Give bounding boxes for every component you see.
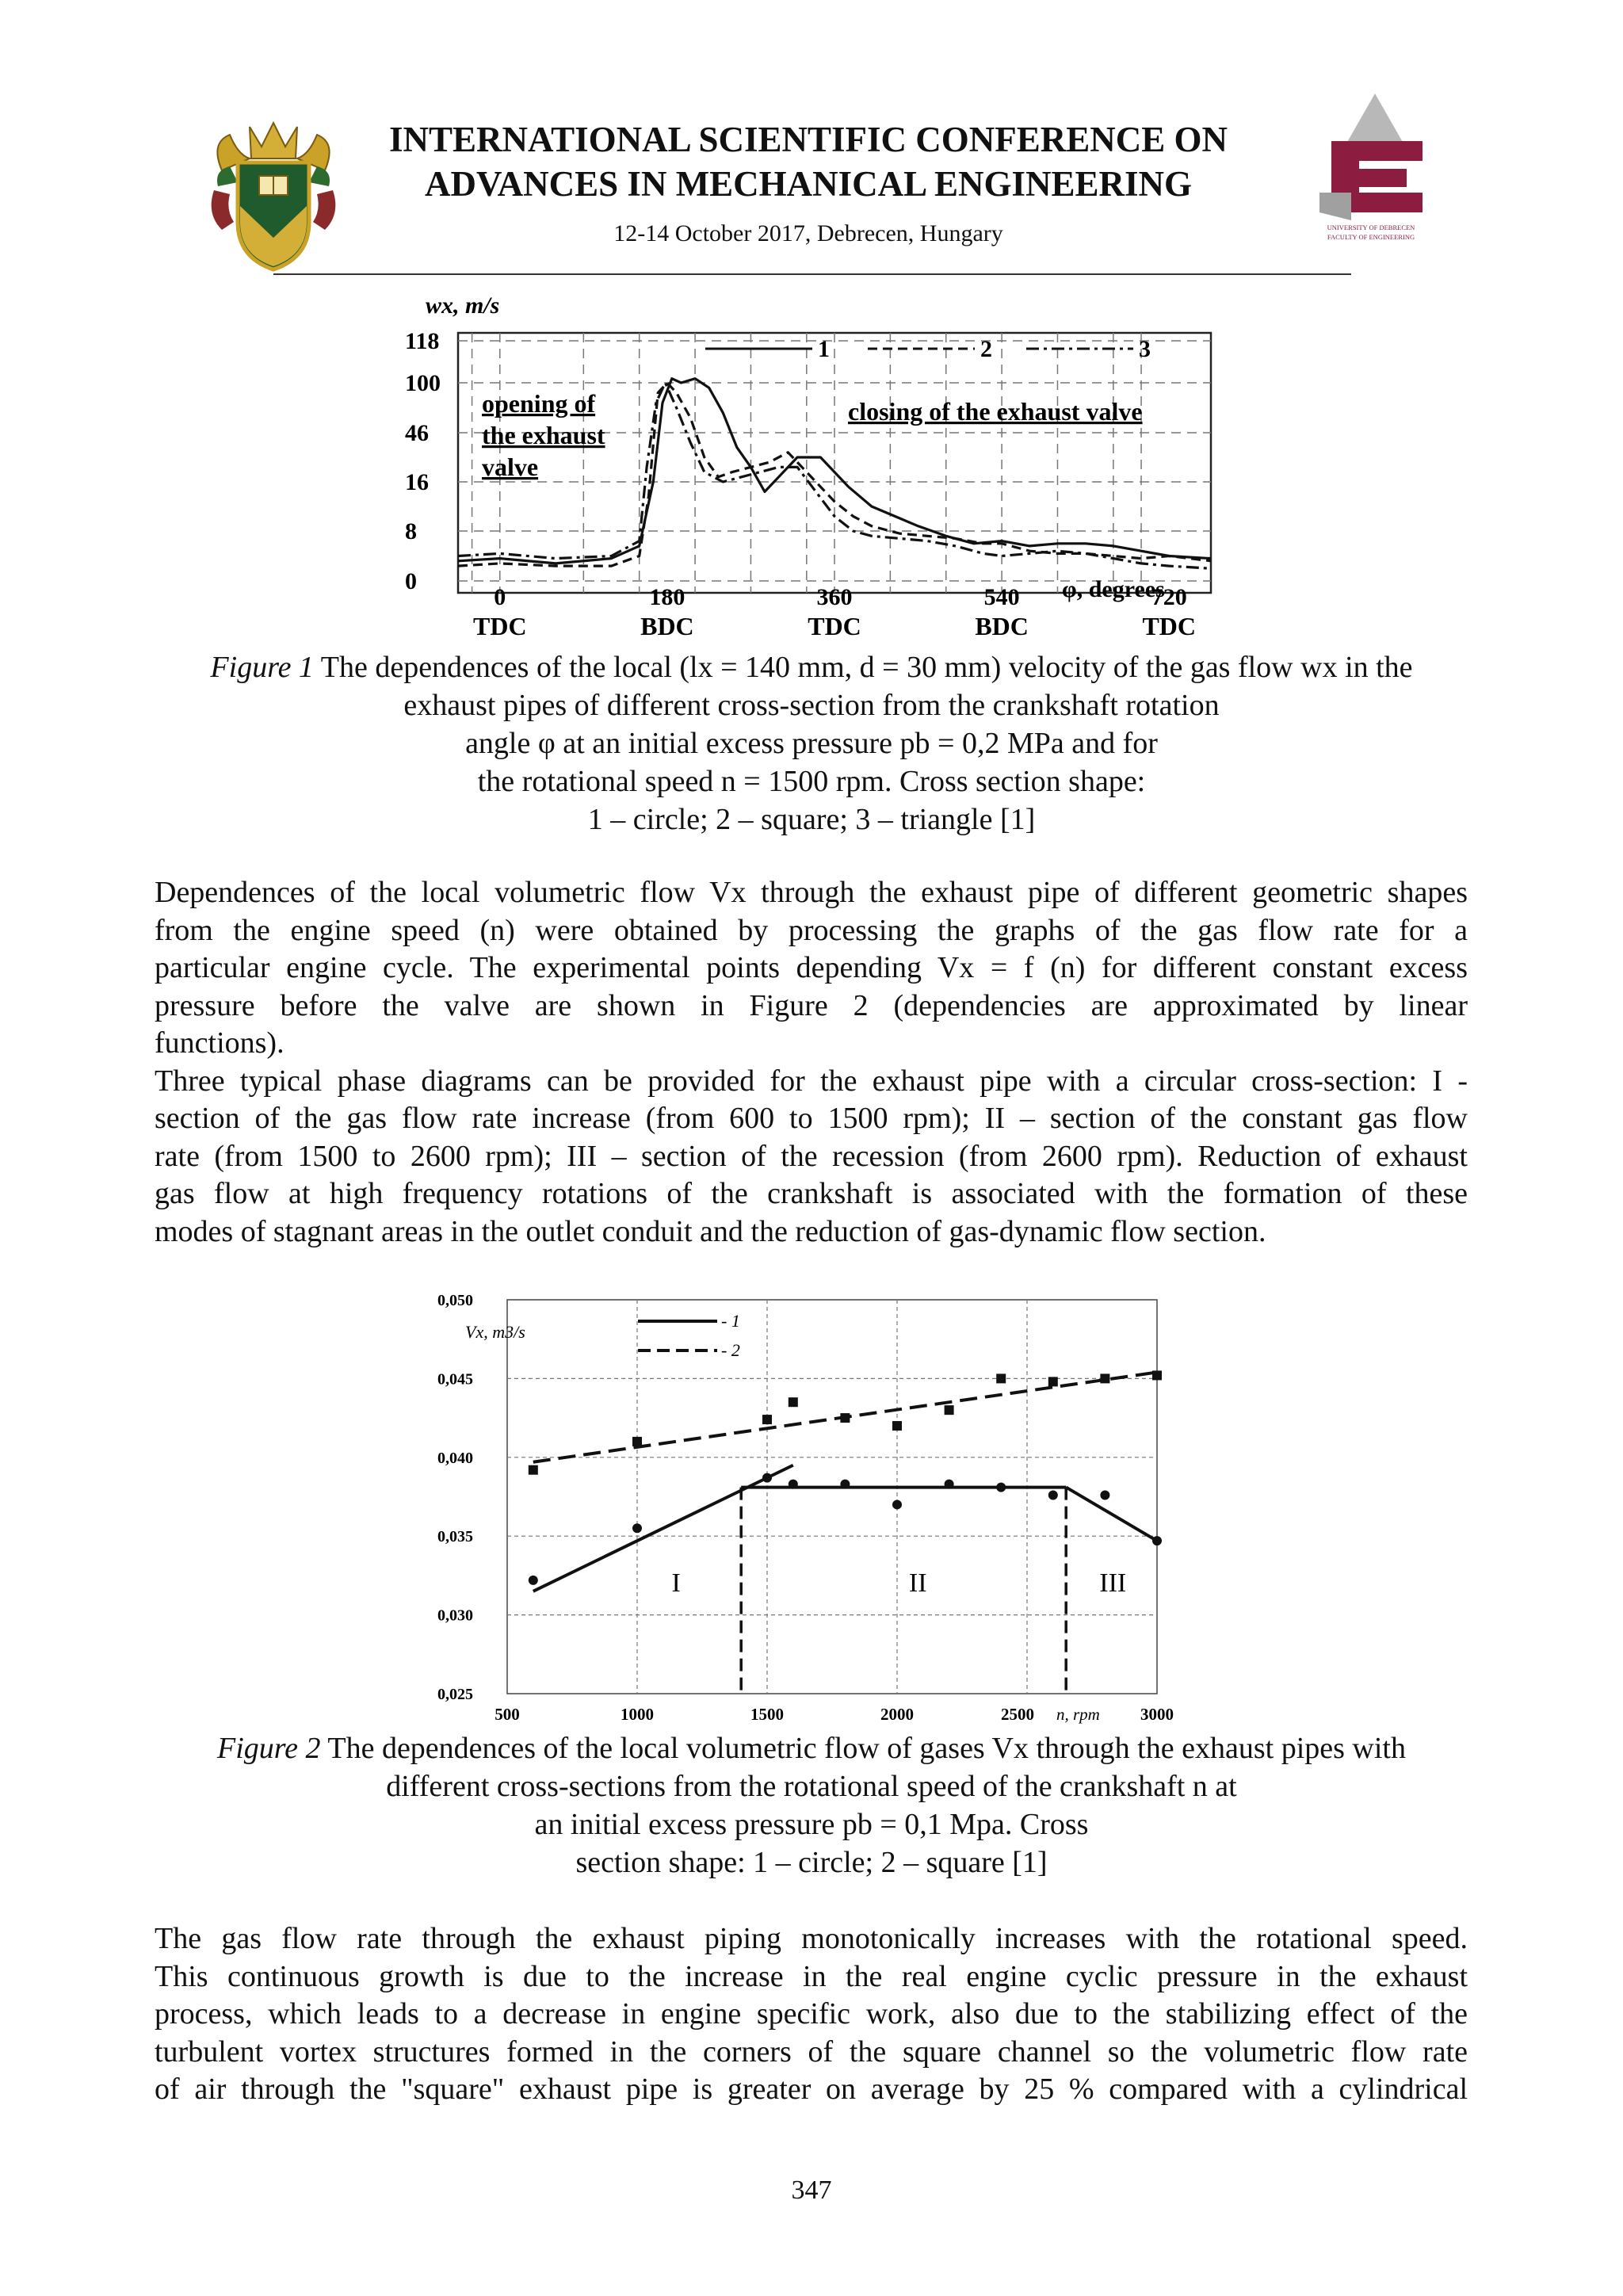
- figure-1-caption-line-4: the rotational speed n = 1500 rpm. Cross section shape:: [477, 765, 1146, 798]
- figure-1-caption: [119, 648, 1504, 839]
- body-paragraph-2: [155, 1920, 1468, 2109]
- figure-2-region-label: III: [1099, 1568, 1127, 1598]
- figure-1-caption-line-3: angle φ at an initial excess pressure pb = 0,2 MPa and for: [465, 727, 1158, 760]
- figure-2-x-tick-label: 1500: [750, 1705, 784, 1724]
- figure-2-point-square: [529, 1465, 538, 1475]
- figure-2-x-tick-label: 3000: [1140, 1705, 1174, 1724]
- body-paragraph-1: [155, 874, 1468, 1251]
- conference-title-line-1: INTERNATIONAL SCIENTIFIC CONFERENCE ON: [388, 120, 1228, 159]
- figure-1-y-tick-label: 118: [405, 328, 440, 354]
- figure-2-y-tick-label: 0,045: [437, 1370, 473, 1389]
- figure-1-chart: [400, 292, 1220, 644]
- figure-2-point-circle: [632, 1523, 642, 1533]
- figure-2-x-tick-label: 1000: [621, 1705, 654, 1724]
- figure-2-caption-label: Figure 2: [217, 1732, 321, 1765]
- figure-2-point-square: [1100, 1373, 1109, 1383]
- paragraph-1-line: particular engine cycle. The experimental points depending Vx = f (n) for different constant excess: [155, 951, 1468, 984]
- figure-1-caption-label: Figure 1: [210, 651, 314, 684]
- figure-2-region-label: I: [671, 1568, 681, 1598]
- figure-2-y-tick-label: 0,040: [437, 1449, 473, 1467]
- figure-1-y-tick-label: 100: [405, 370, 441, 396]
- figure-2-point-circle: [996, 1483, 1006, 1492]
- figure-2-point-square: [789, 1397, 798, 1407]
- figure-2-point-circle: [945, 1480, 954, 1489]
- figure-1-annotation: closing of the exhaust valve: [848, 397, 1143, 426]
- page-number: 347: [791, 2176, 832, 2205]
- figure-1-y-tick-label: 16: [405, 469, 429, 495]
- figure-1-legend-label-1: 1: [818, 336, 830, 362]
- figure-2-chart: [436, 1286, 1189, 1729]
- figure-2-caption-line-3: an initial excess pressure pb = 0,1 Mpa. Cross: [534, 1808, 1089, 1841]
- figure-1-y-tick-label: 0: [405, 568, 417, 594]
- figure-1-x-tick-label: 180: [649, 584, 685, 610]
- figure-1-y-tick-label: 8: [405, 518, 417, 544]
- figure-1-x-tick-sublabel: TDC: [1142, 612, 1197, 640]
- figure-2-point-circle: [840, 1480, 850, 1489]
- figure-2-point-circle: [1100, 1491, 1109, 1500]
- figure-1-y-axis-label: wx, m/s: [426, 292, 500, 319]
- figure-2-legend-label-2: - 2: [721, 1340, 740, 1360]
- figure-2-region-label: II: [908, 1568, 927, 1598]
- figure-1-x-tick-sublabel: BDC: [975, 612, 1029, 640]
- paragraph-1-line: functions).: [155, 1026, 285, 1060]
- figure-1-legend-label-2: 2: [980, 336, 992, 362]
- figure-2-caption: [119, 1729, 1504, 1881]
- figure-1-x-tick-label: 720: [1151, 584, 1187, 610]
- figure-2-point-circle: [762, 1473, 772, 1483]
- figure-2-point-square: [840, 1413, 850, 1423]
- paragraph-1-line: gas flow at high frequency rotations of the crankshaft is associated with the formation of these: [155, 1177, 1468, 1210]
- figure-2-point-square: [632, 1437, 642, 1446]
- figure-2-caption-line-1: Figure 2 The dependences of the local volumetric flow of gases Vx through the exhaust pipes with: [217, 1732, 1406, 1765]
- figure-2-point-circle: [1048, 1491, 1058, 1500]
- paragraph-1-line: Dependences of the local volumetric flow Vx through the exhaust pipe of different geometric shapes: [155, 876, 1468, 909]
- paragraph-1-line: rate (from 1500 to 2600 rpm); III – section of the recession (from 2600 rpm). Reduction of exhaust: [155, 1139, 1468, 1173]
- figure-1-x-tick-label: 0: [494, 584, 506, 610]
- figure-2-point-square: [945, 1405, 954, 1415]
- figure-1-annotation: valve: [482, 453, 539, 481]
- paragraph-2-line: turbulent vortex structures formed in the corners of the square channel so the volumetric flow rate: [155, 2034, 1468, 2069]
- paragraph-1-line: modes of stagnant areas in the outlet conduit and the reduction of gas-dynamic flow section.: [155, 1214, 1266, 1248]
- figure-2-y-axis-label: Vx, m3/s: [465, 1322, 525, 1342]
- figure-1-x-axis-label: φ, degrees: [1062, 576, 1165, 602]
- figure-2-point-square: [1152, 1370, 1162, 1380]
- paragraph-1-line: pressure before the valve are shown in Figure 2 (dependencies are approximated by linear: [155, 988, 1468, 1022]
- figure-1-x-tick-sublabel: TDC: [472, 612, 527, 640]
- figure-1-x-tick-sublabel: BDC: [640, 612, 694, 640]
- figure-2-point-square: [762, 1415, 772, 1424]
- paragraph-2-line: The gas flow rate through the exhaust piping monotonically increases with the rotational speed.: [155, 1922, 1468, 1955]
- faculty-logo-caption-2: FACULTY OF ENGINEERING: [1327, 233, 1415, 241]
- conference-date: 12-14 October 2017, Debrecen, Hungary: [613, 220, 1003, 246]
- paragraph-1-line: from the engine speed (n) were obtained by processing the graphs of the gas flow rate for a: [155, 913, 1468, 947]
- figure-2-point-square: [996, 1373, 1006, 1383]
- figure-2-x-axis-label: n, rpm: [1056, 1705, 1100, 1724]
- figure-2-y-tick-label: 0,030: [437, 1606, 473, 1625]
- conference-title-line-2: ADVANCES IN MECHANICAL ENGINEERING: [424, 164, 1193, 204]
- faculty-logo: [1308, 94, 1434, 248]
- figure-1-x-tick-label: 540: [983, 584, 1020, 610]
- figure-1-caption-line-5: 1 – circle; 2 – square; 3 – triangle [1]: [587, 803, 1036, 836]
- paragraph-1-line: Three typical phase diagrams can be provided for the exhaust pipe with a circular cross-section: I -: [155, 1064, 1468, 1098]
- figure-1-annotation: the exhaust: [482, 421, 605, 449]
- figure-2-caption-line-2: different cross-sections from the rotational speed of the crankshaft n at: [386, 1770, 1237, 1803]
- figure-1-caption-line-1: Figure 1 The dependences of the local (lx = 140 mm, d = 30 mm) velocity of the gas flow wx in the: [210, 651, 1413, 684]
- figure-2-x-tick-label: 2500: [1001, 1705, 1034, 1724]
- paragraph-1-line: section of the gas flow rate increase (from 600 to 1500 rpm); II – section of the constant gas flow: [155, 1102, 1468, 1135]
- paragraph-2-line: This continuous growth is due to the increase in the real engine cyclic pressure in the exhaust: [155, 1959, 1468, 1993]
- figure-1-legend-label-3: 3: [1139, 336, 1151, 362]
- figure-2-point-circle: [529, 1576, 538, 1585]
- figure-2-x-tick-label: 500: [495, 1705, 520, 1724]
- paragraph-2-line: process, which leads to a decrease in engine specific work, also due to the stabilizing effect of the: [155, 1997, 1468, 2030]
- figure-2-y-tick-label: 0,025: [437, 1686, 473, 1703]
- faculty-logo-caption-1: UNIVERSITY OF DEBRECEN: [1327, 223, 1415, 231]
- figure-2-point-circle: [789, 1480, 798, 1489]
- figure-2-point-square: [892, 1421, 902, 1431]
- paragraph-2-line: of air through the "square" exhaust pipe is greater on average by 25 % compared with a cylindrical: [155, 2073, 1468, 2106]
- figure-2-y-tick-label: 0,050: [437, 1292, 473, 1309]
- figure-2-y-tick-label: 0,035: [437, 1528, 473, 1546]
- figure-1-y-tick-label: 46: [405, 420, 429, 446]
- figure-1-annotation: opening of: [482, 389, 596, 418]
- figure-2-point-circle: [892, 1499, 902, 1509]
- figure-2-caption-line-4: section shape: 1 – circle; 2 – square [1]: [575, 1846, 1048, 1879]
- figure-2-point-circle: [1152, 1536, 1162, 1545]
- figure-1-caption-line-2: exhaust pipes of different cross-section from the crankshaft rotation: [403, 689, 1220, 722]
- figure-2-point-square: [1048, 1377, 1058, 1386]
- figure-2-legend-label-1: - 1: [721, 1311, 740, 1331]
- figure-2-x-tick-label: 2000: [880, 1705, 914, 1724]
- figure-1-x-tick-sublabel: TDC: [808, 612, 861, 640]
- figure-1-x-tick-label: 360: [816, 584, 853, 610]
- header-rule: [273, 273, 1351, 275]
